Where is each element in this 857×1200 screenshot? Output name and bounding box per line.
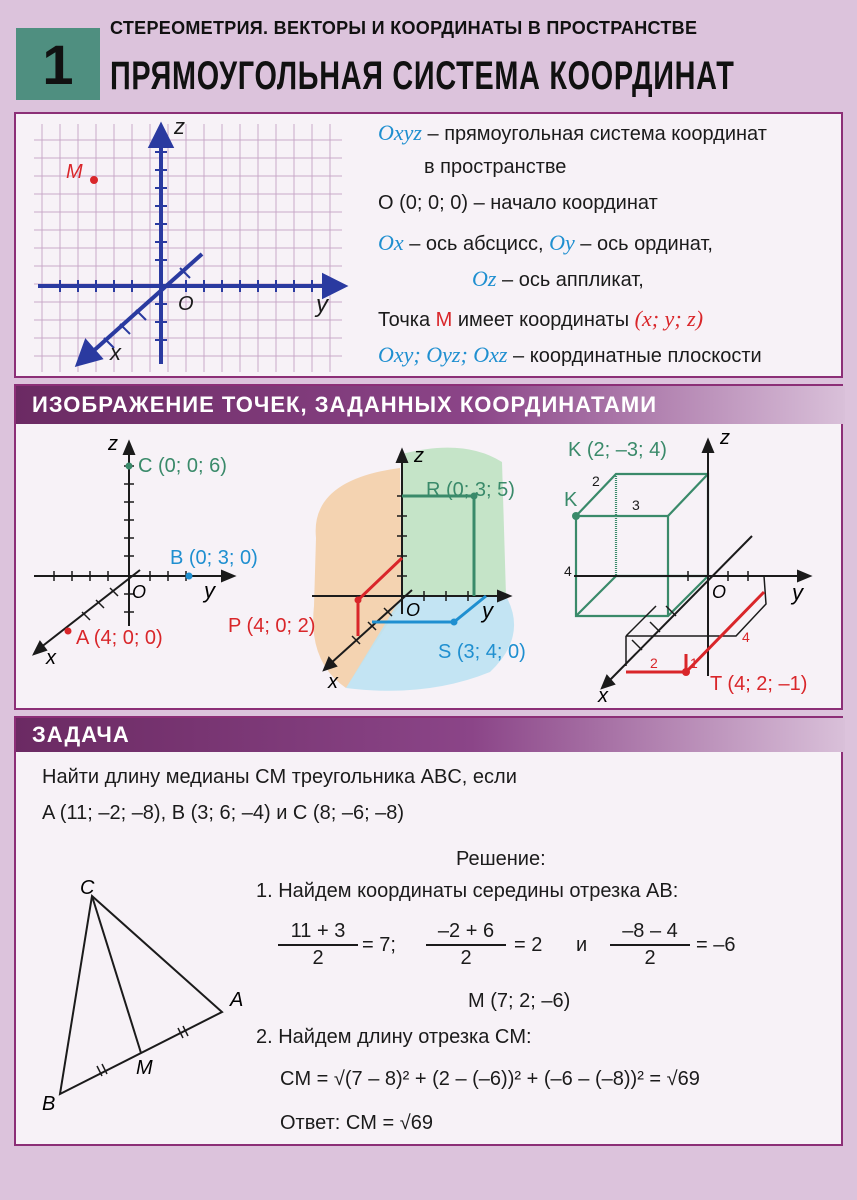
length-formula: CM = √(7 – 8)² + (2 – (–6))² + (–6 – (–8))² = √69 <box>280 1068 700 1090</box>
diagram-2 <box>228 445 526 693</box>
triangle-label-m: M <box>136 1057 153 1079</box>
section-points-title: ИЗОБРАЖЕНИЕ ТОЧЕК, ЗАДАННЫХ КООРДИНАТАМИ <box>16 386 845 424</box>
d1-z-arrow-icon <box>124 442 134 454</box>
and-word: и <box>576 934 588 956</box>
step-1: 1. Найдем координаты середины отрезка AB: <box>256 880 679 902</box>
d3-label-k-full: K (2; –3; 4) <box>568 439 667 461</box>
midpoint-coords: M (7; 2; –6) <box>468 990 571 1012</box>
d2-y-arrow-icon <box>498 591 510 601</box>
d2-label-r: R (0; 3; 5) <box>426 479 515 501</box>
d3-z-label: z <box>720 427 730 449</box>
median-cm <box>92 896 141 1053</box>
diagram-1 <box>34 433 258 669</box>
d2-z-arrow-icon <box>397 450 407 462</box>
d1-label-c: C (0; 0; 6) <box>138 455 227 477</box>
diagram-3 <box>564 427 810 707</box>
origin-label: O <box>178 293 194 315</box>
fraction-2: $\frac{-2 + 6}{2}$ <box>426 920 506 970</box>
triangle-label-b: B <box>42 1093 56 1115</box>
solution-label: Решение: <box>456 848 546 870</box>
def-line-2: в пространстве <box>424 156 567 178</box>
fraction-2-result: = 2 <box>514 934 543 956</box>
triangle-label-a: A <box>230 989 244 1011</box>
answer: Ответ: CM = √69 <box>280 1112 433 1134</box>
d3-point-t <box>682 668 690 676</box>
d3-label-k: K <box>564 489 578 511</box>
section-task <box>14 716 843 1146</box>
triangle-label-c: C <box>80 878 95 899</box>
d1-point-a <box>65 628 72 635</box>
supertitle: СТЕРЕОМЕТРИЯ. ВЕКТОРЫ И КООРДИНАТЫ В ПРОСТРАНСТВЕ <box>110 18 698 38</box>
d1-x-label: x <box>46 647 56 669</box>
d2-z-label: z <box>414 445 424 467</box>
d3-label-4: 4 <box>564 563 572 579</box>
d3-label-t: T (4; 2; –1) <box>710 673 808 695</box>
d3-label-2b: 2 <box>650 655 658 671</box>
lesson-number: 1 <box>16 28 100 100</box>
section-task-title: ЗАДАЧА <box>16 718 845 752</box>
section-coordinate-system <box>14 112 843 378</box>
def-line-3: O (0; 0; 0) – начало координат <box>378 192 658 214</box>
d3-y-label: y <box>792 580 803 605</box>
def-line-4: Ox – ось абсцисс, Oy – ось ординат, <box>378 230 713 255</box>
d2-y-label: y <box>482 598 493 623</box>
coordinate-diagram <box>16 114 351 376</box>
d2-origin-label: O <box>406 600 421 620</box>
d1-point-c <box>126 463 133 470</box>
d3-cube <box>576 474 708 616</box>
problem-line-2: A (11; –2; –8), B (3; 6; –4) и C (8; –6; –8) <box>42 802 405 824</box>
x-axis-arrow-icon <box>78 342 100 364</box>
points-diagrams <box>16 426 841 708</box>
z-label: z <box>174 114 185 139</box>
d1-label-b: B (0; 3; 0) <box>170 547 258 569</box>
page-title: ПРЯМОУГОЛЬНАЯ СИСТЕМА КООРДИНАТ <box>110 54 735 98</box>
d2-point-p <box>355 597 362 604</box>
x-label: x <box>110 340 121 365</box>
d3-label-1: 1 <box>690 655 698 671</box>
step-2: 2. Найдем длину отрезка CM: <box>256 1026 532 1048</box>
fraction-1: $\frac{11 + 3}{2}$ <box>278 920 358 970</box>
d3-label-3: 3 <box>632 497 640 513</box>
d2-plane-yz <box>402 448 506 596</box>
d1-origin-label: O <box>132 582 147 602</box>
d1-label-a: A (4; 0; 0) <box>76 627 163 649</box>
def-line-6: Точка M имеет координаты (x; y; z) <box>378 306 704 331</box>
d3-origin-label: O <box>712 582 727 602</box>
d2-x-label: x <box>328 671 338 693</box>
d3-label-2: 2 <box>592 473 600 489</box>
def-line-1: Oxyz – прямоугольная система координат <box>378 120 767 145</box>
point-m-label: M <box>66 161 83 183</box>
d3-point-k <box>572 512 580 520</box>
y-label: y <box>316 291 328 318</box>
section-points <box>14 384 843 710</box>
def-line-7: Oxy; Oyz; Oxz – координатные плоскости <box>378 342 762 367</box>
problem-line-1: Найти длину медианы CM треугольника ABC, если <box>42 766 517 788</box>
fraction-3: $\frac{-8 - 4}{2}$ <box>610 920 690 970</box>
point-m <box>90 176 98 184</box>
d1-y-label: y <box>204 578 215 603</box>
d1-y-arrow-icon <box>222 571 234 581</box>
triangle-diagram <box>30 878 270 1128</box>
d3-x-label: x <box>598 685 608 707</box>
fraction-1-result: = 7; <box>362 934 396 956</box>
d1-z-label: z <box>108 433 118 455</box>
d2-label-p: P (4; 0; 2) <box>228 615 316 637</box>
def-line-5: Oz – ось аппликат, <box>472 266 644 291</box>
d3-x-axis <box>608 536 752 682</box>
fraction-3-result: = –6 <box>696 934 736 956</box>
d3-label-4b: 4 <box>742 629 750 645</box>
d1-point-b <box>186 573 193 580</box>
d2-point-s <box>451 619 458 626</box>
d3-z-arrow-icon <box>703 440 713 452</box>
d2-label-s: S (3; 4; 0) <box>438 641 526 663</box>
